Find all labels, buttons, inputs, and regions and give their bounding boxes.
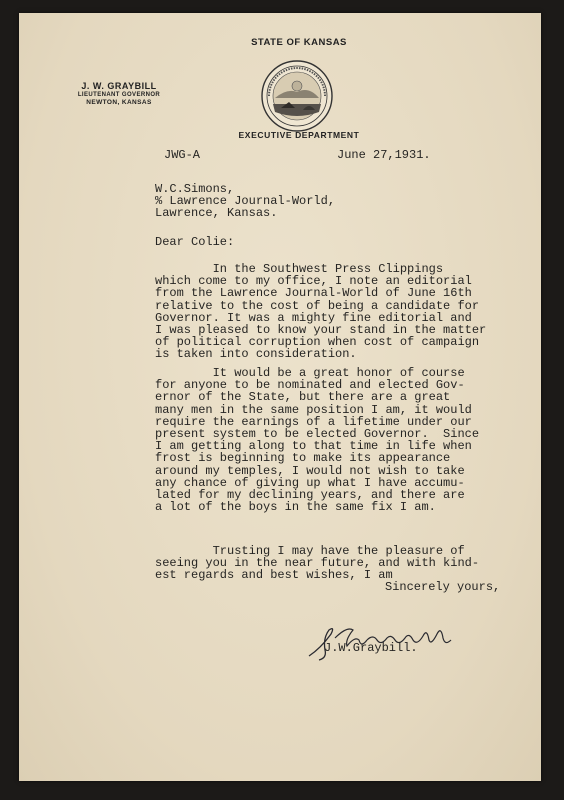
body-line: In the Southwest Press Clippings [155, 262, 444, 276]
body-line: require the earnings of a lifetime under our [155, 414, 472, 429]
recipient-name: W.C.Simons, [155, 182, 235, 196]
body-line: relative to the cost of being a candidate for [155, 298, 480, 313]
body-line: of political corruption when cost of campaign [155, 335, 480, 350]
recipient-city: Lawrence, Kansas. [155, 206, 278, 220]
recipient-care-of: % Lawrence Journal-World, [155, 194, 336, 208]
sender-location: NEWTON, KANSAS [86, 99, 152, 106]
body-line: any chance of giving up what I have accumu- [155, 475, 465, 490]
body-line: which come to my office, I note an editorial [155, 274, 472, 289]
sender-name: J. W. GRAYBILL [81, 81, 157, 91]
body-line: I am getting along to that time in life when [155, 439, 472, 454]
body-line: from the Lawrence Journal-World of June 16th [155, 286, 472, 301]
body-line: for anyone to be nominated and elected Gov- [155, 378, 465, 393]
body-line: I was pleased to know your stand in the matter [155, 323, 487, 338]
signature-name: J.W.Graybill. [324, 641, 418, 655]
body-line: a lot of the boys in the same fix I am. [155, 500, 436, 515]
body-line: seeing you in the near future, and with kind- [155, 556, 480, 571]
body-line: present system to be elected Governor. Since [155, 427, 480, 442]
body-line: is taken into consideration. [155, 347, 357, 362]
body-paragraph-3 [155, 545, 525, 582]
kansas-state-seal-icon [259, 58, 335, 134]
letter-date: June 27,1931. [337, 148, 431, 162]
body-paragraph-1 [155, 263, 525, 361]
letterhead-department: EXECUTIVE DEPARTMENT [238, 130, 360, 140]
body-paragraph-2 [155, 367, 525, 513]
body-line: It would be a great honor of course [155, 366, 465, 380]
letter-paper [19, 13, 541, 781]
closing: Sincerely yours, [385, 580, 501, 594]
salutation: Dear Colie: [155, 235, 235, 249]
reference-code: JWG-A [164, 148, 201, 162]
letterhead-state: STATE OF KANSAS [251, 37, 347, 48]
sender-title: LIEUTENANT GOVERNOR [77, 92, 161, 98]
body-line: frost is beginning to make its appearance [155, 451, 451, 466]
body-line: around my temples, I would not wish to take [155, 463, 465, 478]
letterhead-sender [59, 81, 179, 106]
body-line: ernor of the State, but there are a great [155, 390, 451, 405]
body-line: est regards and best wishes, I am [155, 568, 393, 583]
body-line: Governor. It was a mighty fine editorial and [155, 310, 472, 325]
body-line: many men in the same position I am, it would [155, 402, 472, 417]
body-line: Trusting I may have the pleasure of [155, 544, 465, 558]
body-line: lated for my declining years, and there are [155, 488, 465, 503]
